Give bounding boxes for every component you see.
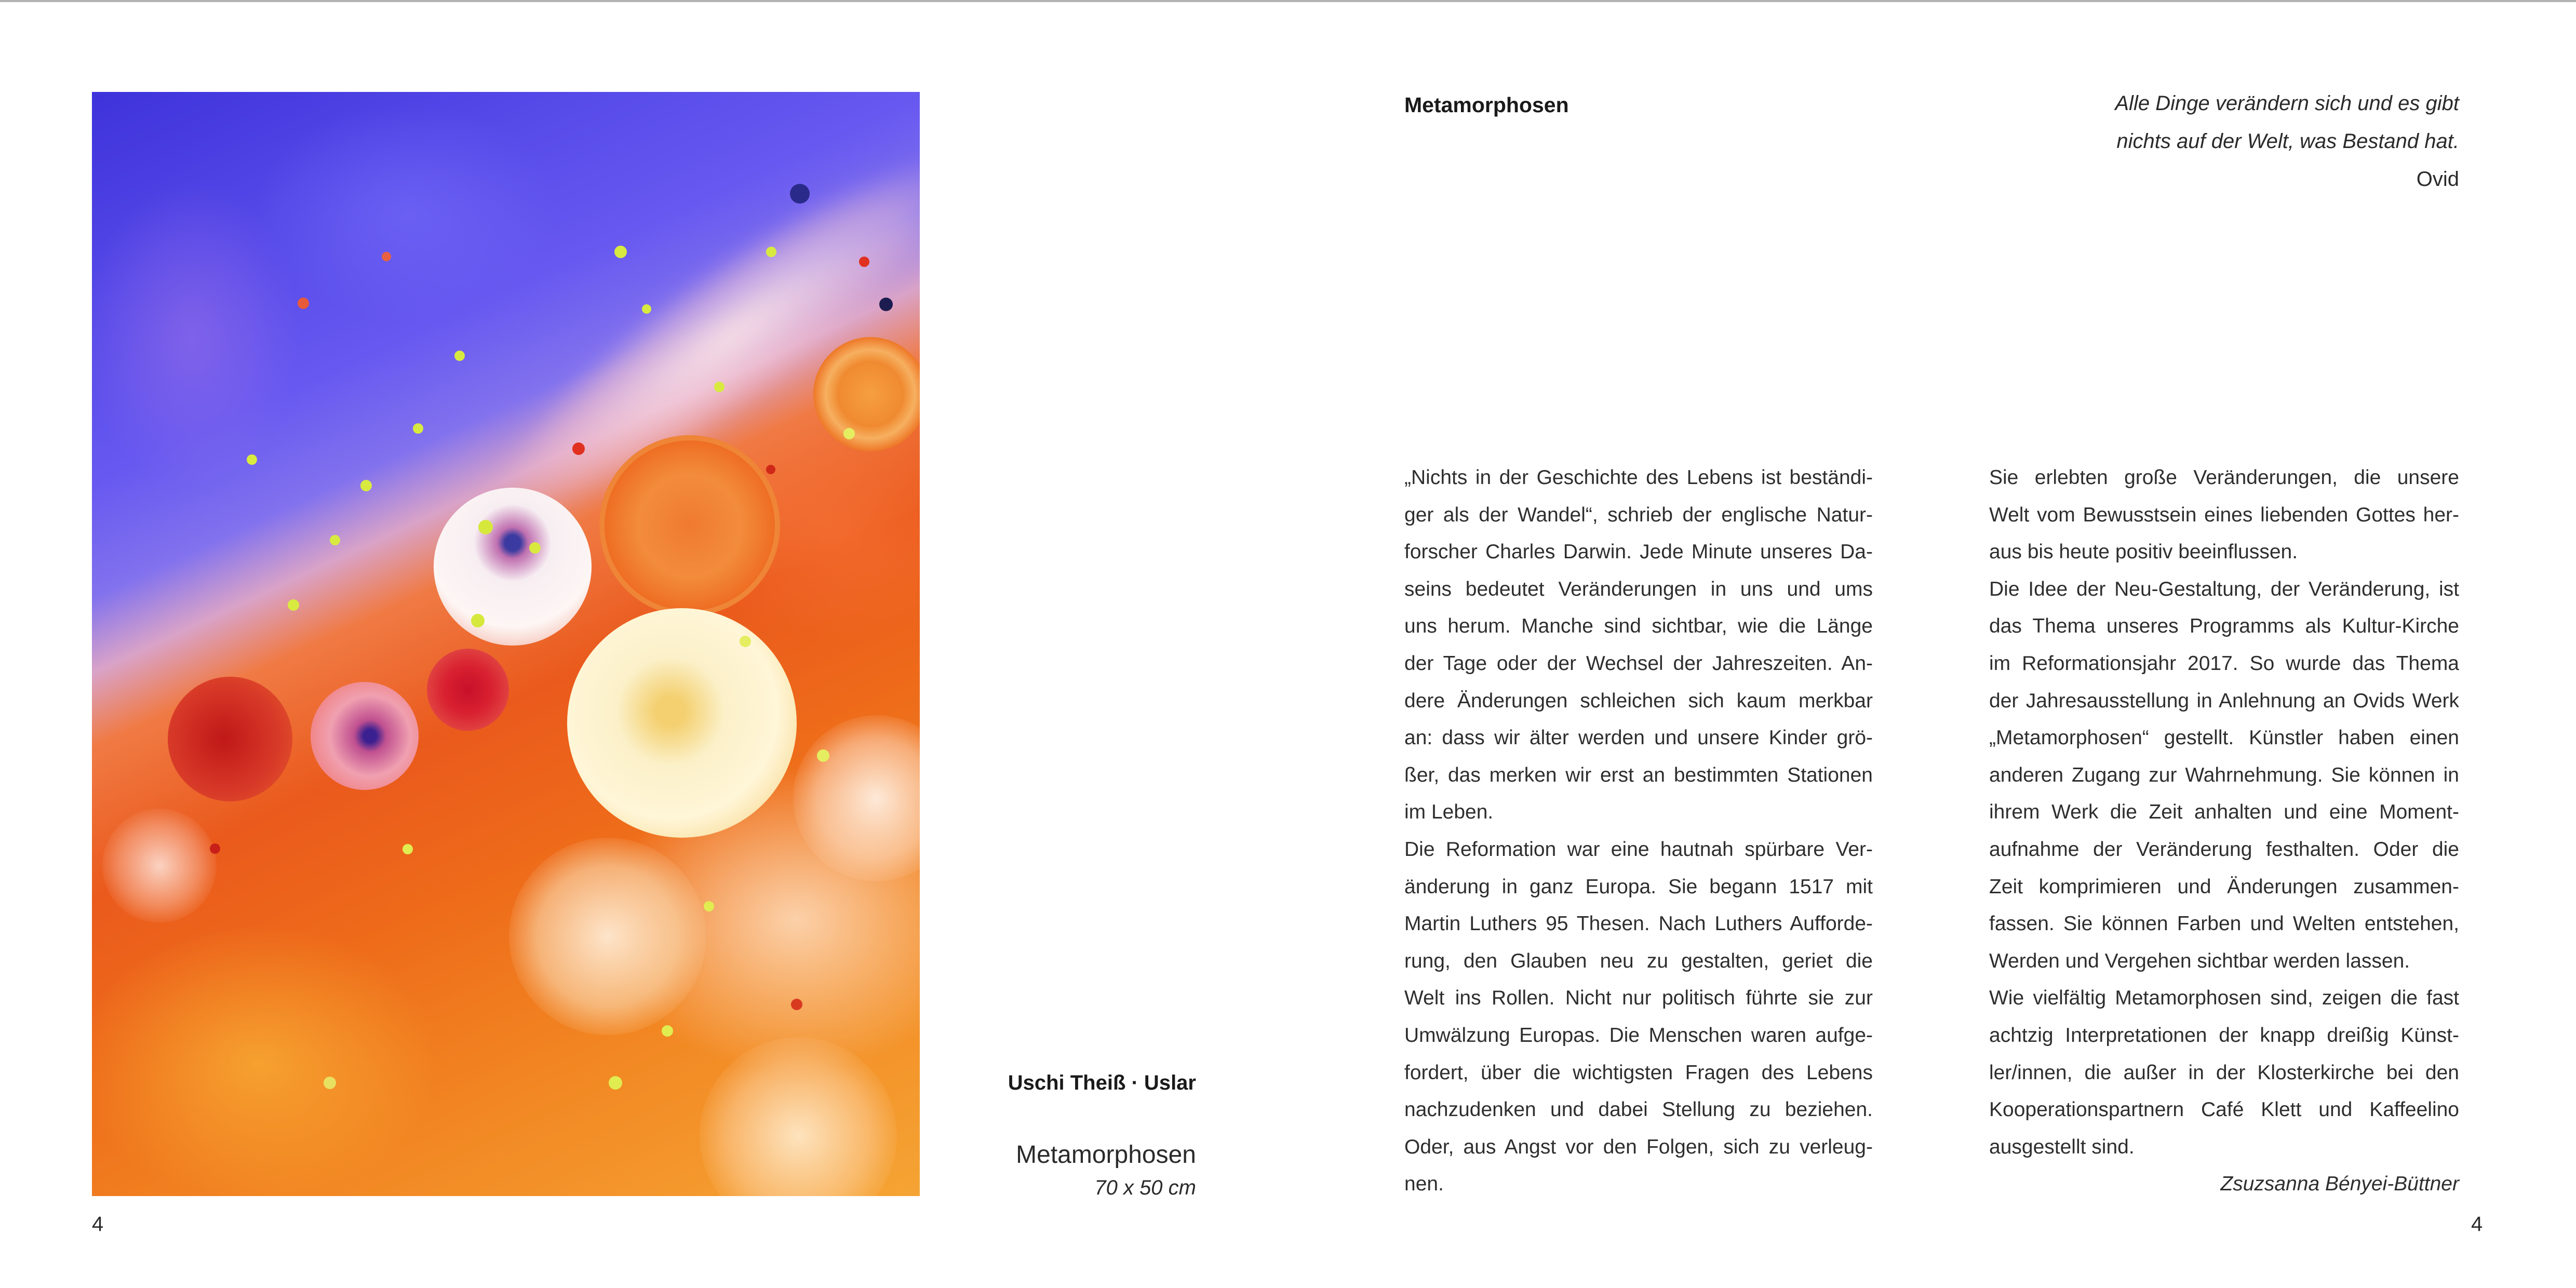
paint-blob — [102, 809, 217, 923]
body-text-line: an: dass wir älter werden und unsere Kinder grö- — [1404, 727, 1873, 749]
body-text-line: anderen Zugang zur Wahrnehmung. Sie können in — [1989, 763, 2459, 786]
paragraph — [1404, 831, 1873, 1203]
body-text-line: der Tage oder der Wechsel der Jahreszeiten. An- — [1404, 652, 1873, 675]
body-text-line: ler/innen, die außer in der Klosterkirche bei den — [1989, 1061, 2459, 1084]
body-text-line: „Metamorphosen“ gestellt. Künstler haben einen — [1989, 727, 2459, 749]
artwork-artist: Uschi Theiß · Uslar — [1008, 1071, 1196, 1094]
top-rule — [0, 0, 2576, 2]
body-text-line: fassen. Sie können Farben und Welten entstehen, — [1989, 913, 2459, 935]
artwork-image — [92, 92, 920, 1196]
paint-blob — [700, 1037, 897, 1196]
body-text-line: ihrem Werk die Zeit anhalten und eine Moment- — [1989, 801, 2459, 824]
paint-circle — [599, 435, 780, 616]
body-text-line: das Thema unseres Programms als Kultur-Kirche — [1989, 615, 2459, 638]
paint-circle — [168, 677, 292, 801]
body-text-line: Oder, aus Angst vor den Folgen, sich zu verleug- — [1404, 1135, 1873, 1158]
body-text-line: der Jahresausstellung in Anlehnung an Ovids Werk — [1989, 689, 2459, 712]
paint-blob — [509, 838, 706, 1035]
body-column-left — [1404, 459, 1873, 1203]
body-text-line: achtzig Interpretationen der knapp dreißig Künst- — [1989, 1024, 2459, 1046]
page-number-left: 4 — [92, 1213, 104, 1236]
body-text-line: fordert, über die wichtigsten Fragen des Lebens — [1404, 1061, 1873, 1084]
epigraph — [1992, 85, 2459, 198]
epigraph-line: Alle Dinge verändern sich und es gibt — [2115, 92, 2459, 115]
body-text-line: nachzudenken und dabei Stellung zu beziehen. — [1404, 1098, 1873, 1121]
page-title: Metamorphosen — [1404, 93, 1569, 117]
body-text-line: nen. — [1404, 1173, 1444, 1196]
paint-circle — [813, 337, 920, 451]
paragraph — [1989, 459, 2459, 571]
paint-splatter — [92, 92, 101, 101]
body-text-line: aufnahme der Veränderung festhalten. Oder die — [1989, 838, 2459, 861]
body-text-line: Die Idee der Neu-Gestaltung, der Veränderung, ist — [1989, 578, 2459, 600]
paragraph — [1989, 980, 2459, 1165]
body-text-line: ßer, das merken wir erst an bestimmten Stationen — [1404, 763, 1873, 786]
epigraph-line: nichts auf der Welt, was Bestand hat. — [2116, 130, 2459, 153]
body-column-right — [1989, 459, 2459, 1203]
artwork-dimensions: 70 x 50 cm — [1094, 1176, 1196, 1199]
body-text-line: im Reformationsjahr 2017. So wurde das Thema — [1989, 652, 2459, 675]
body-text-line: ger als der Wandel“, schrieb der englische Natur- — [1404, 503, 1873, 526]
paint-circle — [567, 608, 797, 838]
body-text-line: Werden und Vergehen sichtbar werden lassen. — [1989, 949, 2410, 972]
body-text-line: Umwälzung Europas. Die Menschen waren aufge- — [1404, 1024, 1873, 1046]
paragraph — [1404, 459, 1873, 831]
body-text-line: im Leben. — [1404, 801, 1494, 824]
body-text-line: Welt vom Bewusstsein eines liebenden Gottes her- — [1989, 503, 2459, 526]
body-text-line: forscher Charles Darwin. Jede Minute unseres Da- — [1404, 541, 1873, 564]
body-text-line: änderung in ganz Europa. Sie begann 1517 mit — [1404, 875, 1873, 898]
artwork-title: Metamorphosen — [1016, 1141, 1196, 1169]
body-text-line: rung, den Glauben neu zu gestalten, geriet die — [1404, 949, 1873, 972]
body-text-line: Zeit komprimieren und Änderungen zusammen- — [1989, 875, 2459, 898]
body-text-line: Martin Luthers 95 Thesen. Nach Luthers Aufforde- — [1404, 913, 1873, 935]
body-text-line: Kooperationspartnern Café Klett und Kaffeelino — [1989, 1098, 2459, 1121]
epigraph-author: Ovid — [2416, 168, 2459, 191]
body-text-line: dere Änderungen schleichen sich kaum merkbar — [1404, 689, 1873, 712]
body-text-line: ausgestellt sind. — [1989, 1135, 2135, 1158]
body-text-line: aus bis heute positiv beeinflussen. — [1989, 541, 2298, 564]
body-text-line: Sie erlebten große Veränderungen, die unsere — [1989, 466, 2459, 489]
author-signature: Zsuzsanna Bényei-Büttner — [2220, 1173, 2459, 1196]
paint-circle — [434, 488, 592, 646]
body-text-line: Wie vielfältig Metamorphosen sind, zeigen die fast — [1989, 987, 2459, 1010]
paragraph — [1989, 571, 2459, 980]
paint-blob — [793, 715, 920, 881]
body-text-line: uns herum. Manche sind sichtbar, wie die Länge — [1404, 615, 1873, 638]
body-text-line: Welt ins Rollen. Nicht nur politisch führte sie zur — [1404, 987, 1873, 1010]
page-number-right: 4 — [2471, 1213, 2483, 1236]
body-text-line: Die Reformation war eine hautnah spürbare Ver- — [1404, 838, 1873, 861]
paint-circle — [311, 682, 419, 790]
body-text-line: seins bedeutet Veränderungen in uns und ums — [1404, 578, 1873, 600]
body-text-line: „Nichts in der Geschichte des Lebens ist beständi- — [1404, 466, 1873, 489]
paint-circle — [427, 649, 509, 731]
